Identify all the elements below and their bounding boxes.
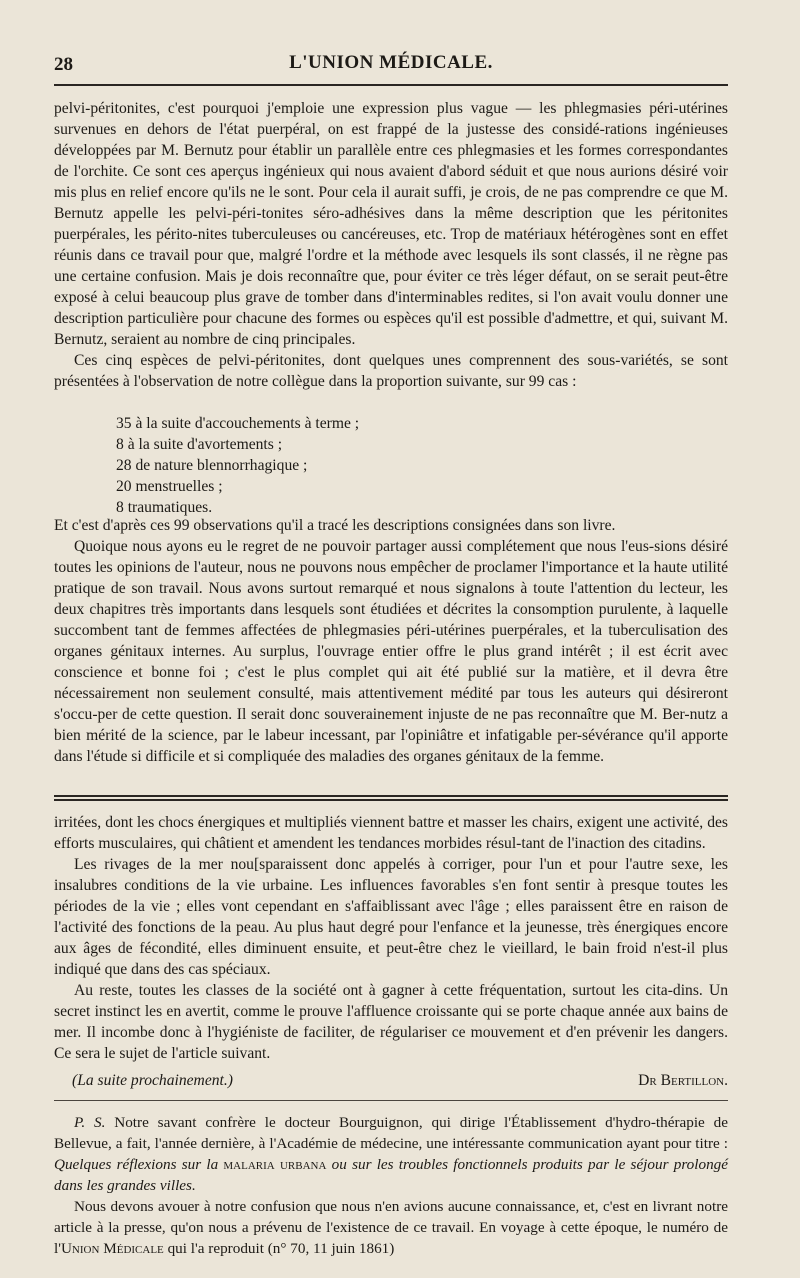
ps-text-2: Nous devons avouer à notre confusion que nous n'en avions aucune connaissance, et, c'est en livrant notre article à la presse, qu'on nous a prévenu de l'existence de ce travail. En voyage à cette époque, le numéro de l' [54, 1198, 728, 1257]
postscript-paragraph-1 [54, 1112, 728, 1196]
postscript [54, 1112, 728, 1259]
article1-paragraph-1: pelvi-péritonites, c'est pourquoi j'emploie une expression plus vague — les phlegmasies péri-utérines survenues en dehors de l'état puerpéral, on est frappé de la justesse des considé-rations ingénieuses développées par M. Bernutz pour établir un parallèle entre ces phlegmasies et les formes correspondantes de l'orchite. Ce sont ces aperçus ingénieux qui nous avaient d'abord séduit et que nous aurions désiré voir mis plus en relief encore qu'ils ne le sont. Pour cela il aurait suffi, je crois, de ne pas comprendre ce que M. Bernutz appelle les pelvi-péri-tonites séro-adhésives dans la même description que les péritonites puerpérales, les périto-nites tuberculeuses ou cancéreuses, etc. Trop de matériaux hétérogènes sont en effet réunis dans ce travail pour que, malgré l'ordre et la méthode avec lesquels ils sont classés, il ne règne pas une certaine confusion. Mais je dois reconnaître que, pour éviter ce très léger défaut, on se serait peut-être exposé à celui beaucoup plus grave de tomber dans d'interminables redites, si l'on avait voulu donner une description particulière pour chacune des formes ou espèces qu'il est possible d'admettre, et qui, suivant M. Bernutz, seraient au nombre de cinq principales. [54, 100, 728, 348]
ps-title: Quelques réflexions sur la [54, 1156, 224, 1173]
page-number: 28 [54, 54, 73, 75]
case-list [116, 413, 516, 518]
continued-note: (La suite prochainement.) [72, 1072, 233, 1089]
author-name: Dr Bertillon. [638, 1072, 728, 1089]
postscript-rule [54, 1100, 728, 1101]
article1-conclusion [54, 515, 728, 767]
case-list-item: 20 menstruelles ; [116, 478, 223, 495]
ps-lead: P. S. [74, 1114, 106, 1131]
page-header [54, 50, 728, 78]
postscript-paragraph-2 [54, 1196, 728, 1259]
article2-paragraph-1: irritées, dont les chocs énergiques et multipliés viennent battre et masser les chairs, exigent une activité, des efforts musculaires, qui châtient et amendent les tendances morbides résul-tant de l'inaction des citadins. [54, 814, 728, 852]
ps-title-smallcaps: malaria urbana [223, 1156, 327, 1173]
article2-signature [72, 1070, 728, 1091]
article1-body [54, 98, 728, 392]
ps-title-end: ou sur les troubles fonctionnels produits par le séjour prolongé dans les grandes villes. [54, 1156, 729, 1194]
case-list-item: 28 de nature blennorrhagique ; [116, 457, 308, 474]
article2-body [54, 812, 728, 1064]
ps-text-3: qui l'a reproduit (n° 70, 11 juin 1861) [163, 1240, 395, 1257]
header-rule [54, 84, 728, 86]
article1-closing: Quoique nous ayons eu le regret de ne pouvoir partager aussi complétement que nous l'eus-sions désiré toutes les opinions de l'auteur, nous ne pouvons nous empêcher de proclamer l'importance et la haute utilité pratique de son travail. Nous avons surtout remarqué et nous signalons à toute l'attention du lecteur, les deux chapitres très importants dans lesquels sont étudiées et décrites la consomption purulente, à laquelle succombent tant de femmes affectées de phlegmasies péri-utérines puerpérales, et la tuberculisation des organes génitaux internes. Au surplus, l'ouvrage entier offre le plus grand intérêt ; il est écrit avec conscience et bonne foi ; c'est le plus complet qui ait été publié sur la matière, et il devra être nécessairement non seulement consulté, mais attentivement médité par tous les auteurs qui désireront s'occu-per de cette question. Il serait donc souverainement injuste de ne pas reconnaître que M. Ber-nutz a bien mérité de la science, par le labeur incessant, par l'opiniâtre et infatigable per-sévérance qu'il apporte dans l'étude si difficile et si compliquée des maladies des organes génitaux de la femme. [54, 538, 728, 765]
ps-text: Notre savant confrère le docteur Bourguignon, qui dirige l'Établissement d'hydro-thérapie de Bellevue, a fait, l'année dernière, à l'Académie de médecine, une intéressante communication ayant pour titre : [54, 1114, 728, 1152]
case-list-item: 8 traumatiques. [116, 499, 213, 516]
article2-paragraph-3: Au reste, toutes les classes de la société ont à gagner à cette fréquentation, surtout les cita-dins. Un secret instinct les en avertit, comme le prouve l'affluence croissante qui se porte chaque année aux bains de mer. Il incombe donc à l'hygiéniste de faciliter, de régulariser ce mouvement et d'en prévenir les dangers. Ce sera le sujet de l'article suivant. [54, 982, 728, 1062]
article1-after-list: Et c'est d'après ces 99 observations qu'il a tracé les descriptions consignées dans son livre. [54, 517, 616, 534]
article2-paragraph-2: Les rivages de la mer nou[sparaissent donc appelés à corriger, pour l'un et pour l'autre sexe, les insalubres conditions de la vie urbaine. Les influences favorables s'en font sentir à presque toutes les périodes de la vie ; elles vont cependant en s'affaiblissant avec l'âge ; elles paraissent être en raison de l'activité des fonctions de la peau. Au plus haut degré pour l'enfance et la jeunesse, très énergiques encore aux âges de fécondité, elles diminuent ensuite, et peut-être chez le vieillard, le bain froid n'est-il plus indiqué que dans des cas spéciaux. [54, 856, 728, 978]
article1-paragraph-2: Ces cinq espèces de pelvi-péritonites, dont quelques unes comprennent des sous-variétés, se sont présentées à l'observation de notre collègue dans la proportion suivante, sur 99 cas : [54, 352, 728, 390]
section-separator [54, 795, 728, 801]
journal-title: L'UNION MÉDICALE. [289, 52, 493, 73]
ps-journal-name: Union Médicale [60, 1240, 164, 1257]
case-list-item: 35 à la suite d'accouchements à terme ; [116, 415, 360, 432]
case-list-item: 8 à la suite d'avortements ; [116, 436, 283, 453]
